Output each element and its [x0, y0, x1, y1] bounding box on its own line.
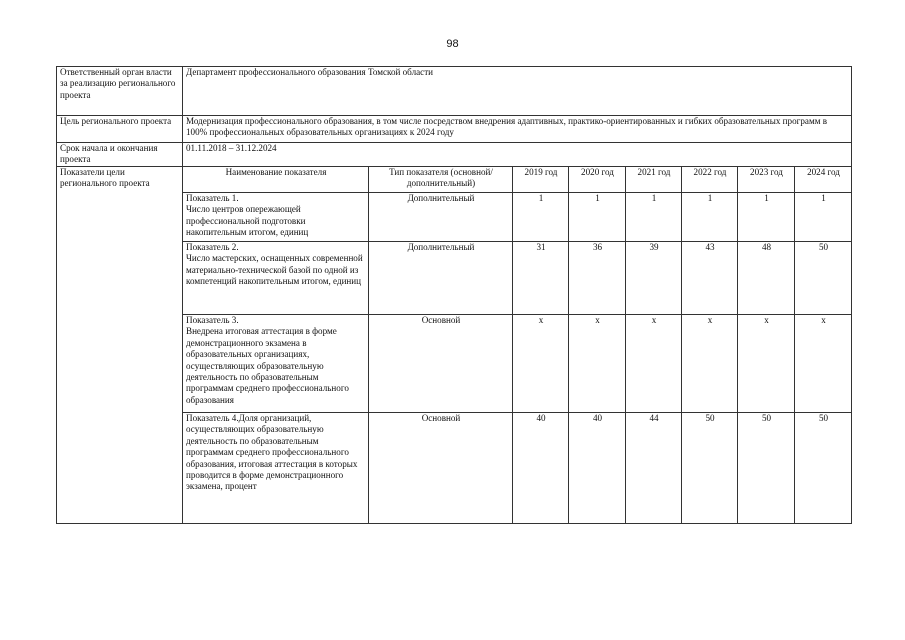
header-year-2023: 2023 год: [738, 167, 795, 193]
header-year-2020: 2020 год: [569, 167, 626, 193]
indicator-value-2023: 1: [738, 193, 795, 242]
goal-row: [57, 116, 852, 143]
indicator-row-1: [57, 193, 852, 242]
indicator-value-2023: x: [738, 315, 795, 413]
indicator-value-2023: 48: [738, 242, 795, 315]
indicators-label-spacer: [57, 315, 183, 413]
indicator-type: Дополнительный: [369, 193, 513, 242]
header-indicator-type: Тип показателя (основной/дополнительный): [369, 167, 513, 193]
indicator-value-2020: 40: [569, 413, 626, 524]
indicator-name: Показатель 4.Доля организаций, осуществляющих образовательную деятельность по образовательным программам среднего профессионального образования, итоговая аттестация в которых проводится в форме демонстрационного экзамена, процент: [183, 413, 369, 524]
indicator-value-2021: 1: [626, 193, 682, 242]
indicator-name: Показатель 1. Число центров опережающей профессиональной подготовки накопительным итогом, единиц: [183, 193, 369, 242]
indicator-value-2021: 39: [626, 242, 682, 315]
indicator-name: Показатель 3. Внедрена итоговая аттестация в форме демонстрационного экзамена в образовательных организациях, осуществляющих образовательную деятельность по образовательным программам среднего профессионального образования: [183, 315, 369, 413]
indicator-value-2021: x: [626, 315, 682, 413]
header-year-2024: 2024 год: [795, 167, 852, 193]
indicator-value-2024: 50: [795, 242, 852, 315]
indicator-row-3: [57, 315, 852, 413]
indicator-value-2020: 36: [569, 242, 626, 315]
indicator-value-2022: x: [682, 315, 738, 413]
indicators-header-row: [57, 167, 852, 193]
indicators-label-spacer: [57, 193, 183, 242]
indicator-value-2022: 50: [682, 413, 738, 524]
responsible-value: Департамент профессионального образования Томской области: [183, 67, 852, 116]
indicator-value-2020: x: [569, 315, 626, 413]
indicators-label-spacer: [57, 413, 183, 524]
indicator-type: Основной: [369, 413, 513, 524]
responsible-label: Ответственный орган власти за реализацию регионального проекта: [57, 67, 183, 116]
goal-value: Модернизация профессионального образования, в том числе посредством внедрения адаптивных, практико-ориентированных и гибких образовательных программ в 100% профессиональных образовательных организациях к 2024 году: [183, 116, 852, 143]
period-value: 01.11.2018 – 31.12.2024: [183, 143, 852, 167]
indicator-value-2024: 50: [795, 413, 852, 524]
period-label: Срок начала и окончания проекта: [57, 143, 183, 167]
header-year-2019: 2019 год: [513, 167, 569, 193]
indicator-name: Показатель 2. Число мастерских, оснащенных современной материально-технической базой по одной из компетенций накопительным итогом, единиц: [183, 242, 369, 315]
indicator-value-2019: 31: [513, 242, 569, 315]
header-year-2021: 2021 год: [626, 167, 682, 193]
indicator-value-2019: x: [513, 315, 569, 413]
indicator-value-2023: 50: [738, 413, 795, 524]
header-indicator-name: Наименование показателя: [183, 167, 369, 193]
indicator-row-4: [57, 413, 852, 524]
page-number: 98: [446, 38, 459, 50]
indicator-value-2020: 1: [569, 193, 626, 242]
responsible-row: [57, 67, 852, 116]
project-passport-table: [56, 66, 852, 524]
indicator-value-2019: 1: [513, 193, 569, 242]
indicators-label-spacer: [57, 242, 183, 315]
indicator-value-2022: 1: [682, 193, 738, 242]
indicator-value-2019: 40: [513, 413, 569, 524]
header-year-2022: 2022 год: [682, 167, 738, 193]
period-row: [57, 143, 852, 167]
indicator-value-2024: x: [795, 315, 852, 413]
indicators-label: Показатели цели регионального проекта: [57, 167, 183, 193]
indicator-value-2024: 1: [795, 193, 852, 242]
goal-label: Цель регионального проекта: [57, 116, 183, 143]
indicator-type: Дополнительный: [369, 242, 513, 315]
indicator-value-2022: 43: [682, 242, 738, 315]
indicator-type: Основной: [369, 315, 513, 413]
indicator-row-2: [57, 242, 852, 315]
indicator-value-2021: 44: [626, 413, 682, 524]
